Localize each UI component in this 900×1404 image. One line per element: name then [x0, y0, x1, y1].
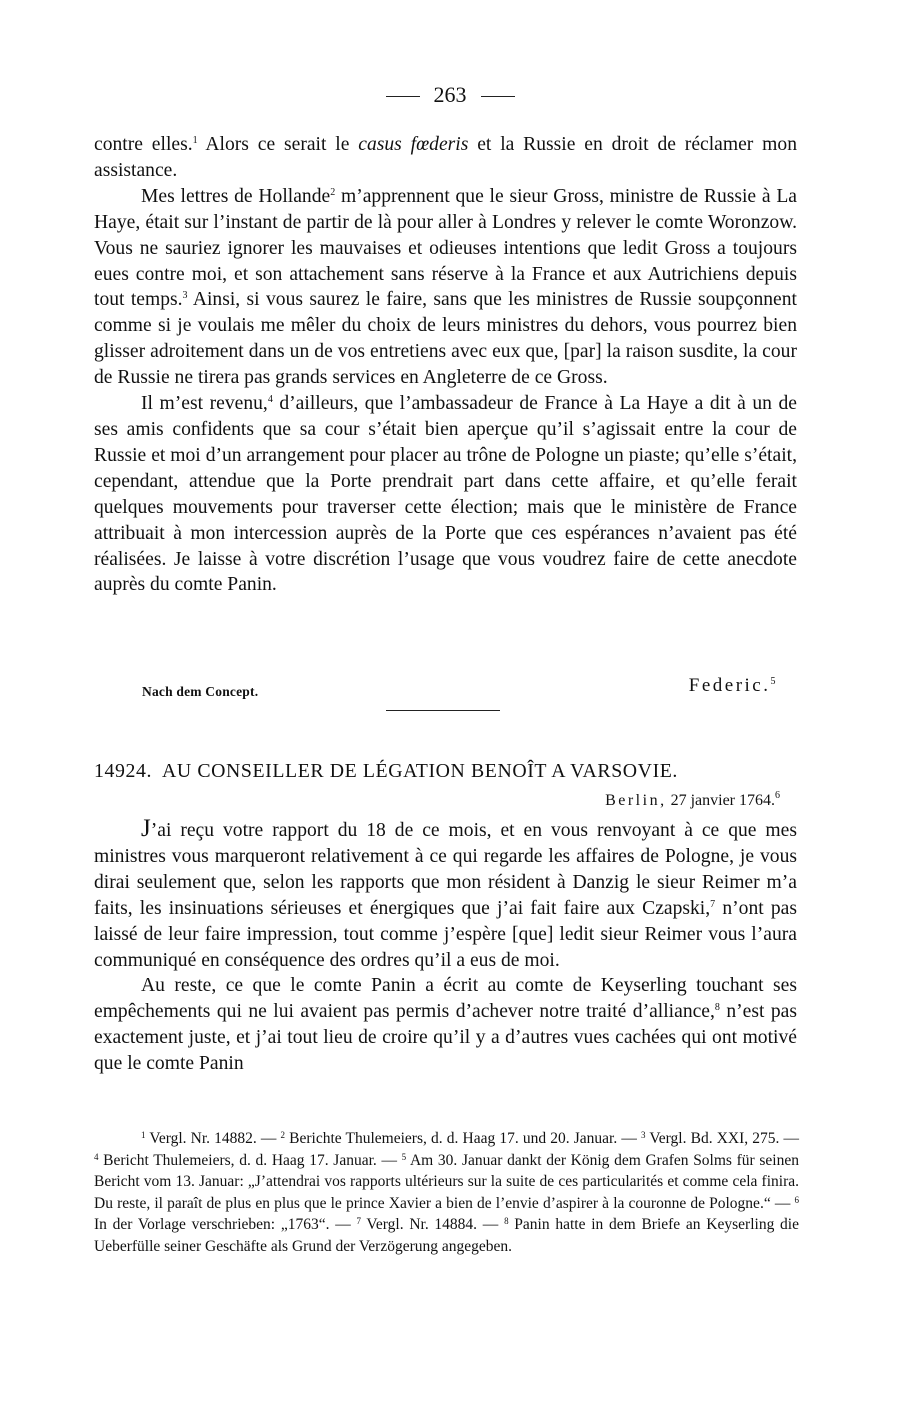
closing-row: [142, 675, 778, 705]
letter-body: [94, 815, 797, 1077]
footnote-ref: 8: [504, 1216, 509, 1227]
text-run: Am 30. Januar dankt der König dem Grafen Solms für seinen Bericht vom 13. Januar: „J’attendrai vos rapports ultérieurs sur la suite de ces particularités et comme cela finira. Du reste, il paraît de plus en plus que le prince Xavier a bien de l’envie d’aspirer à la couronne de Pologne.“ —: [94, 1151, 799, 1212]
footnote-ref: 5: [770, 676, 778, 687]
footnote-ref: 7: [356, 1216, 361, 1227]
text-run: et la Russie en droit de réclamer mon assistance.: [94, 134, 797, 181]
paragraph: [94, 184, 797, 391]
text-run: n’ont pas laissé de leur faire impression, tout comme j’espère [que] ledit sieur Reimer vous l’aura communiqué en conséquence des ordres qu’il a eus de moi.: [94, 897, 797, 971]
dateline-date: 27 janvier 1764.: [670, 792, 775, 809]
text-run: n’est pas exactement juste, et j’ai tout lieu de croire qu’il y a d’autres vues cachées qui ont motivé que le comte Panin: [94, 1001, 797, 1075]
paragraph: [94, 815, 797, 973]
text-run: Panin hatte in dem Briefe an Keyserling die Ueberfülle seiner Geschäfte als Grund der Verzögerung angegeben.: [94, 1216, 799, 1255]
text-run: Berichte Thulemeiers, d. d. Haag 17. und 20. Januar. —: [285, 1130, 641, 1147]
footnote-ref: 2: [330, 186, 336, 198]
text-run: m’apprennent que le sieur Gross, ministre de Russie à La Haye, était sur l’instant de partir de là pour aller à Londres y relever le comte Woronzow. Vous ne sauriez ignorer les mauvaises et odieuses intentions que ledit Gross a toujours eues contre moi, et son attachement sans réserve à la France et aux Autrichiens depuis tout temps.: [94, 185, 797, 311]
paragraph: [94, 391, 797, 598]
source-note: Nach dem Concept.: [142, 684, 259, 699]
page-number: 263: [0, 82, 900, 108]
page-number-dash-right: [481, 96, 515, 97]
footnote-ref: 5: [401, 1151, 407, 1162]
text-run: In der Vorlage verschrieben: „1763“. —: [94, 1216, 357, 1234]
page-number-dash-left: [386, 96, 420, 97]
footnote-ref: 2: [280, 1130, 286, 1140]
text-run: contre elles.: [94, 134, 193, 155]
footnote-ref: 1: [141, 1130, 146, 1140]
footnote-ref: 4: [267, 394, 273, 406]
text-run: Bericht Thulemeiers, d. d. Haag 17. Januar. —: [98, 1151, 402, 1169]
letter-heading: [94, 760, 799, 783]
text-run: Vergl. Bd. XXI, 275. —: [645, 1130, 800, 1147]
letter-title: AU CONSEILLER DE LÉGATION BENOÎT A VARSOVIE.: [162, 760, 678, 782]
text-run: Vergl. Nr. 14884. —: [360, 1216, 505, 1234]
footnote-ref: 1: [192, 135, 198, 146]
paragraph: [94, 132, 797, 184]
footnotes: [94, 1128, 799, 1258]
letter-number: 14924.: [94, 760, 152, 782]
text-run: d’ailleurs, que l’ambassadeur de France à La Haye a dit à un de ses amis confidents que sa cour s’était bien aperçue qu’il s’agissait entre la cour de Russie et moi d’un arrangement pour placer au trône de Pologne un piaste; qu’elle s’était, cependant, attendue que la Porte prendrait part dans cette affaire, et qu’elle ferait quelques mouvements pour traverser cette élection; mais que le ministère de France attribuait à mon intercession auprès de la Porte que ces espérances n’avaient pas été réalisées. Je laisse à votre discrétion l’usage que vous voudrez faire de cette anecdote auprès du comte Panin.: [94, 393, 797, 596]
dateline: [605, 792, 780, 810]
footnote-ref: 7: [710, 898, 716, 910]
section-divider: [386, 710, 500, 711]
text-run: Mes lettres de Hollande: [141, 185, 331, 207]
paragraph: [94, 973, 797, 1077]
footnote-ref: 3: [182, 290, 188, 302]
text-run: Ainsi, si vous saurez le faire, sans que les ministres de Russie soupçonnent comme si je voulais me mêler du choix de leurs ministres du dehors, vous pourrez bien glisser adroitement dans un de vos entretiens avec eux que, [par] la raison susdite, la cour de Russie ne tirera pas grands services en Angleterre de ce Gross.: [94, 289, 797, 389]
footnote-block: [94, 1128, 799, 1258]
text-run: Il m’est revenu,: [141, 393, 268, 415]
footnote-ref: 4: [94, 1151, 99, 1162]
italic-term: casus fœderis: [358, 134, 469, 155]
signature: Federic.$^5$: [688, 675, 778, 696]
drop-cap: J: [141, 815, 151, 842]
text-run: ’ai reçu votre rapport du 18 de ce mois, et en vous renvoyant à ce que mes ministres vous marqueront relativement à ce qui regarde les affaires de Pologne, je vous dirai seulement que, selon les rapports que mon résident à Danzig le sieur Reimer m’a faits, les insinuations sérieuses et énergiques que j’ai fait faire aux Czapski,: [94, 820, 797, 919]
footnote-ref: 6: [794, 1194, 799, 1205]
footnote-ref: 3: [640, 1130, 646, 1140]
continuation-text: [94, 132, 797, 598]
footnote-ref: 6: [775, 790, 780, 801]
text-run: Au reste, ce que le comte Panin a écrit au comte de Keyserling touchant ses empêchements qui ne lui avaient pas permis d’achever notre traité d’alliance,: [94, 975, 797, 1023]
text-run: Alors ce serait le: [197, 134, 359, 155]
text-run: Vergl. Nr. 14882. —: [145, 1130, 281, 1147]
footnote-ref: 8: [714, 1002, 720, 1014]
dateline-place: Berlin,: [605, 792, 667, 809]
